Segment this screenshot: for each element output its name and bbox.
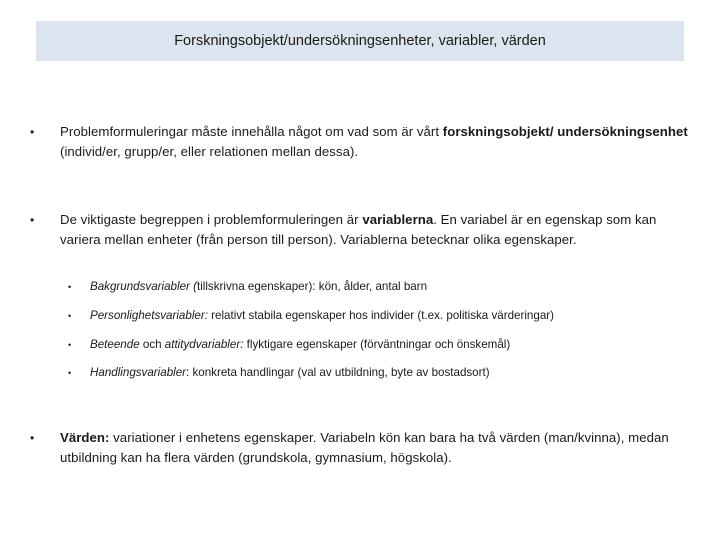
sub-bullet-rest: : konkreta handlingar (val av utbildning, byte av bostadsort) [186,366,490,379]
sub-bullet-icon: • [68,282,72,292]
sub-bullet-italic: Beteende [90,338,140,351]
sub-bullet-rest: flyktigare egenskaper (förväntningar och önskemål) [243,338,511,351]
sub-bullet-italic: attitydvariabler: [164,338,244,351]
sub-bullet-icon: • [68,311,72,321]
sub-bullet-italic: Personlighetsvariabler: [90,309,208,322]
sub-bullet-italic: Handlingsvariabler [90,366,187,379]
slide-title-text: Forskningsobjekt/undersökningsenheter, variabler, värden [174,33,546,49]
sub-bullet-text [90,337,690,353]
sub-bullet-icon: • [68,368,72,378]
sub-bullet-text [90,365,690,381]
slide-title [36,21,684,61]
bullet-text [60,210,695,250]
bullet-text-part: . En variabel är en egenskap som kan variera mellan enheter (från person till person). Variablerna betecknar olika egenskaper. [60,212,657,247]
bullet-text-part: Problemformuleringar måste innehålla något om vad som är vårt [60,124,443,139]
bullet-icon: • [30,213,35,227]
bullet-text-bold: forskningsobjekt/ undersökningsenhet [442,124,688,139]
bullet-icon: • [30,431,35,445]
bullet-text [60,122,695,162]
bullet-text-part: variationer i enhetens egenskaper. Variabeln kön kan bara ha två värden (man/kvinna), medan utbildning kan ha flera värden (grundskola, gymnasium, högskola). [60,430,669,465]
sub-bullet-text [90,279,690,295]
bullet-text-bold: variablerna [362,212,434,227]
sub-bullet-rest: relativt stabila egenskaper hos individer (t.ex. politiska värderingar) [207,309,554,322]
bullet-text-part: (individ/er, grupp/er, eller relationen mellan dessa). [60,144,359,159]
sub-bullet-text [90,308,690,324]
bullet-text [60,428,695,468]
bullet-text-part: De viktigaste begreppen i problemformuleringen är [60,212,363,227]
sub-bullet-icon: • [68,340,72,350]
bullet-text-bold: Värden: [60,430,110,445]
sub-bullet-rest: tillskrivna egenskaper): kön, ålder, antal barn [196,280,428,293]
bullet-icon: • [30,125,35,139]
sub-bullet-italic: Bakgrundsvariabler ( [90,280,197,293]
sub-bullet-mid: och [139,338,165,351]
